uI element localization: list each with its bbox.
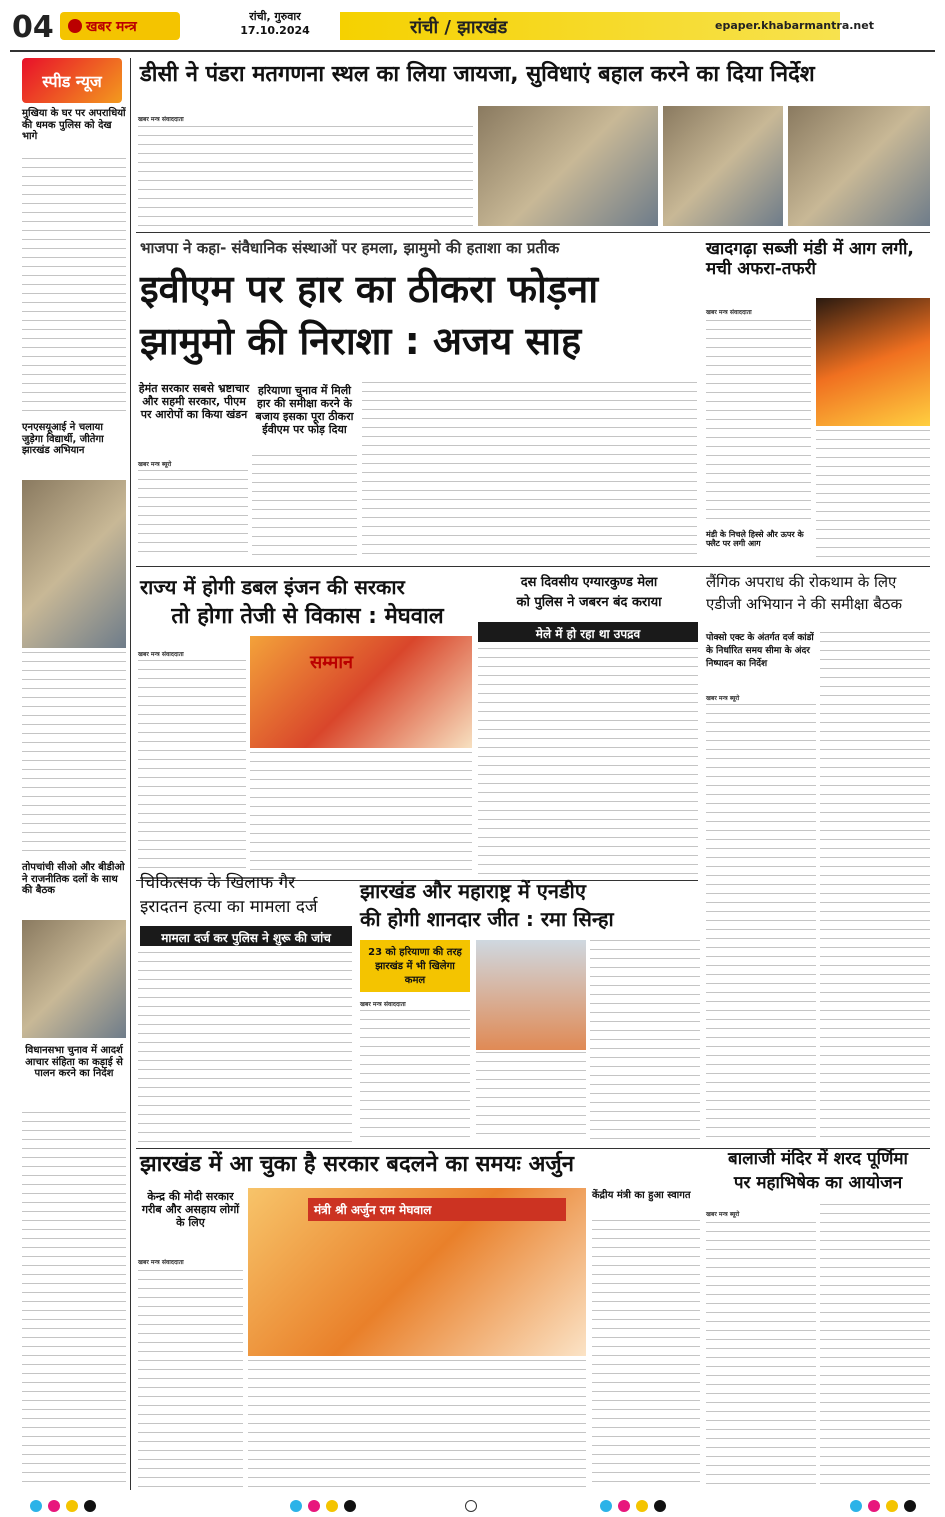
dateline-day: रांची, गुरुवार [249,10,301,23]
divider [136,232,930,233]
story3-sub: मंडी के निचले हिस्से और ऊपर के फ्लैट पर लगी आग [706,530,804,549]
section-title: रांची / झारखंड [340,12,840,40]
speed-news-title-1: मुखिया के घर पर अपराधियों की धमक पुलिस को देख भागे [22,108,126,142]
story4-body-1 [138,660,246,875]
story2-sub-1: हेमंत सरकार सबसे भ्रष्टाचार और सहमी सरकार, पीएम पर आरोपों का किया खंडन [138,382,250,421]
speed-news-body-1 [22,158,126,416]
speed-news-title-2: एनएसयूआई ने चलाया जुड़ेगा विद्यार्थी, जीतेगा झारखंड अभियान [22,422,104,456]
story1-photo-2 [663,106,783,226]
story1-photo-3 [788,106,930,226]
story6-headline-1: लैंगिक अपराध की रोकथाम के लिए [706,573,897,591]
story6-body-2 [820,632,930,1144]
story4-body-2 [250,752,472,874]
story5-headline-1: दस दिवसीय एग्यारकुण्ड मेला [520,575,658,590]
story1-byline: खबर मन्त्र संवाददाता [138,116,184,123]
story4-photo [250,636,472,748]
story8-body-1 [360,1010,470,1142]
story3-byline: खबर मन्त्र संवाददाता [706,309,752,316]
story8-byline: खबर मन्त्र संवाददाता [360,1001,406,1008]
story5-headline-2: को पुलिस ने जबरन बंद कराया [516,595,662,610]
speed-news-photo-2 [22,920,126,1038]
story9-headline: झारखंड में आ चुका है सरकार बदलने का समयः अर्जुन [140,1152,574,1177]
story8-sub: 23 को हरियाणा की तरह झारखंड में भी खिलेगा कमल [360,940,470,992]
story9-sub-1: केन्द्र की मोदी सरकार गरीब और असहाय लोगों के लिए [141,1190,240,1229]
story1-body [138,126,473,228]
story9-byline: खबर मन्त्र संवाददाता [138,1259,184,1266]
story9-sub-2: केंद्रीय मंत्री का हुआ स्वागत [592,1190,691,1201]
story9-body-1 [138,1270,243,1490]
story4-photo-text: सम्मान [310,652,353,673]
brand-name: खबर मन्त्र [86,19,137,35]
speed-news-body-3 [22,1112,126,1490]
story3-body-2 [816,430,930,558]
story7-body [138,952,352,1142]
story3-photo [816,298,930,426]
story9-photo-text: मंत्री श्री अर्जुन राम मेघवाल [308,1198,566,1221]
footer-color-strip [0,1496,945,1516]
page-number: 04 [12,10,54,45]
story4-headline-2: तो होगा तेजी से विकास : मेघवाल [171,604,444,629]
story7-headline-2: इरादतन हत्या का मामला दर्ज [140,897,318,917]
registration-mark-icon [465,1500,477,1512]
story9-body-3 [592,1220,700,1490]
story10-body-1 [706,1222,816,1490]
story6-headline-2: एडीजी अभियान ने की समीक्षा बैठक [706,595,903,613]
story4-byline: खबर मन्त्र संवाददाता [138,651,184,658]
story8-photo [476,940,586,1050]
story2-body-2 [252,455,357,560]
story4-headline-1: राज्य में होगी डबल इंजन की सरकार [140,575,405,599]
story2-sub-2: हरियाणा चुनाव में मिली हार की समीक्षा करने के बजाय इसका पूरा ठीकरा ईवीएम पर फोड़ दिया [255,384,354,436]
speed-news-title-4: विधानसभा चुनाव में आदर्श आचार संहिता का कड़ाई से पालन करने का निर्देश [25,1045,123,1079]
story2-body-1 [138,470,248,560]
story2-kicker: भाजपा ने कहा- संवैधानिक संस्थाओं पर हमला, झामुमो की हताशा का प्रतीक [140,239,560,257]
speed-news-title-3: तोपचांची सीओ और बीडीओ ने राजनीतिक दलों के साथ की बैठक [22,862,125,896]
story3-headline: खादगढ़ा सब्जी मंडी में आग लगी, मची अफरा-तफरी [706,239,914,279]
story5-body [478,648,698,876]
column-divider [130,58,131,1490]
story8-body-3 [590,940,700,1142]
dateline [230,10,320,38]
story10-headline-2: पर महाभिषेक का आयोजन [733,1173,903,1193]
story9-photo [248,1188,586,1356]
speed-news-badge: स्पीड न्यूज [22,58,122,103]
site-link[interactable]: epaper.khabarmantra.net [715,19,874,32]
story1-photo-1 [478,106,658,226]
story10-byline: खबर मन्त्र ब्यूरो [706,1211,740,1218]
brand-icon [68,19,82,33]
story2-byline: खबर मन्त्र ब्यूरो [138,461,172,468]
story7-headline-1: चिकित्सक के खिलाफ गैर [140,873,296,893]
story6-body-1 [706,704,816,1144]
story1-headline: डीसी ने पंडरा मतगणना स्थल का लिया जायजा, सुविधाएं बहाल करने का दिया निर्देश [140,62,815,87]
brand-logo [60,12,180,40]
story8-body-2 [476,1052,586,1142]
story9-body-2 [248,1360,586,1490]
story8-headline-1: झारखंड और महाराष्ट्र में एनडीए [360,879,586,903]
divider [10,50,935,52]
story5-bar: मेले में हो रहा था उपद्रव [478,622,698,642]
story2-headline-2: झामुमो की निराशा : अजय साह [140,319,582,363]
divider [136,566,930,567]
story3-body-1 [706,320,811,525]
story7-bar: मामला दर्ज कर पुलिस ने शुरू की जांच [140,926,352,946]
story2-body-3 [362,382,697,560]
story2-headline-1: इवीएम पर हार का ठीकरा फोड़ना [140,267,599,311]
speed-news-body-2 [22,652,126,857]
story6-byline: खबर मन्त्र ब्यूरो [706,695,740,702]
story6-sub: पोक्सो एक्ट के अंतर्गत दर्ज कांडों के निर्धारित समय सीमा के अंदर निष्पादन का निर्देश [706,633,814,669]
speed-news-photo-1 [22,480,126,648]
story10-body-2 [820,1204,930,1490]
dateline-date: 17.10.2024 [240,24,310,37]
story8-headline-2: की होगी शानदार जीत : रमा सिन्हा [360,907,614,931]
masthead [0,0,945,50]
story10-headline-1: बालाजी मंदिर में शरद पूर्णिमा [728,1149,908,1169]
